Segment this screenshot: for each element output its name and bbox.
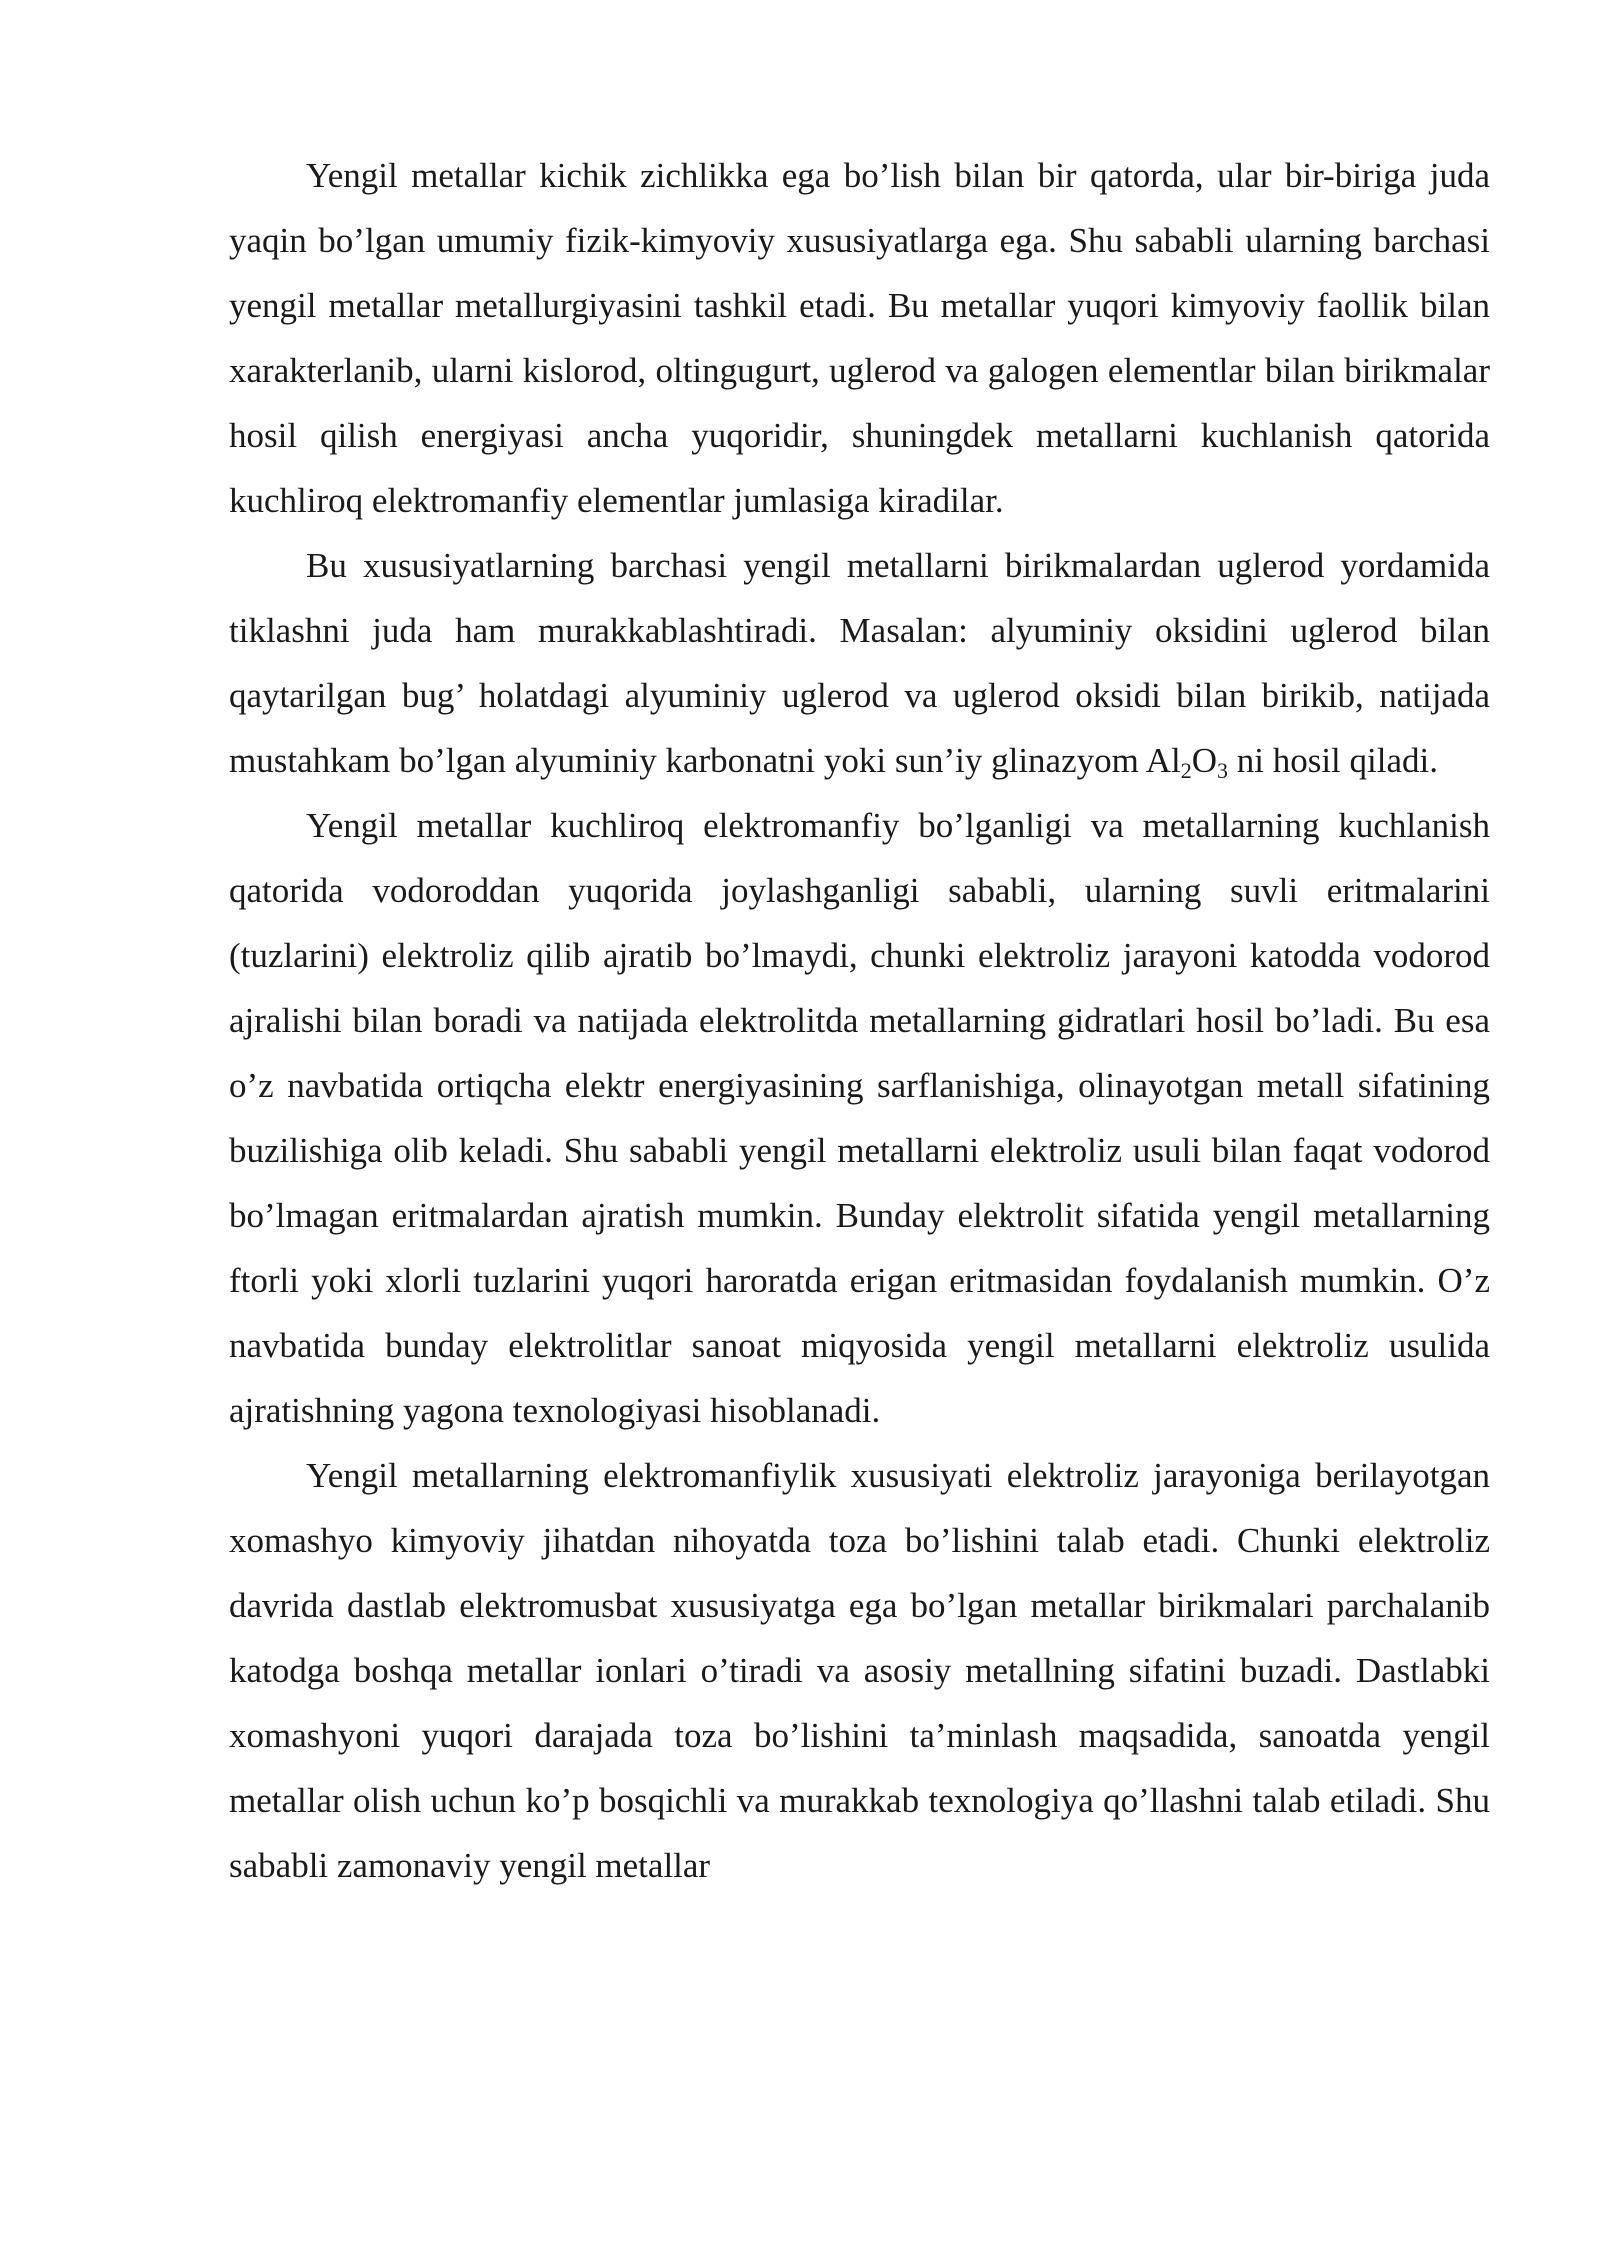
formula-al2o3: [1145, 741, 1228, 783]
paragraph-4: Yengil metallarning elektromanfiylik xususiyati elektroliz jarayoniga berilayotgan xomashyo kimyoviy jihatdan nihoyatda toza bo’lishini talab etadi. Chunki elektroliz davrida dastlab elektromusbat xususiyatga ega bo’lgan metallar birikmalari parchalanib katodga boshqa metallar ionlari o’tiradi va asosiy metallning sifatini buzadi. Dastlabki xomashyoni yuqori darajada toza bo’lishini ta’minlash maqsadida, sanoatda yengil metallar olish uchun ko’p bosqichli va murakkab texnologiya qo’llashni talab etiladi. Shu sababli zamonaviy yengil metallar: [229, 1456, 1490, 1885]
formula-al-subscript: 2: [1180, 758, 1192, 783]
formula-o-subscript: 3: [1216, 758, 1228, 783]
formula-o: O: [1191, 741, 1217, 780]
formula-al: Al: [1145, 741, 1181, 780]
paragraph-2-text: Bu xususiyatlarning barchasi yengil metallarni birikmalardan uglerod yordamida tiklashni juda ham murakkablashtiradi. Masalan: alyuminiy oksidini uglerod bilan qaytarilgan bug’ holatdagi alyuminiy uglerod va uglerod oksidi bilan birikib, natijada mustahkam bo’lgan alyuminiy karbonatni yoki sun’iy glinazyom: [229, 546, 1490, 780]
paragraph-3: Yengil metallar kuchliroq elektromanfiy bo’lganligi va metallarning kuchlanish qatorida vodoroddan yuqorida joylashganligi sababli, ularning suvli eritmalarini (tuzlarini) elektroliz qilib ajratib bo’lmaydi, chunki elektroliz jarayoni katodda vodorod ajralishi bilan boradi va natijada elektrolitda metallarning gidratlari hosil bo’ladi. Bu esa o’z navbatida ortiqcha elektr energiyasining sarflanishiga, olinayotgan metall sifatining buzilishiga olib keladi. Shu sababli yengil metallarni elektroliz usuli bilan faqat vodorod bo’lmagan eritmalardan ajratish mumkin. Bunday elektrolit sifatida yengil metallarning ftorli yoki xlorli tuzlarini yuqori haroratda erigan eritmasidan foydalanish mumkin. O’z navbatida bunday elektrolitlar sanoat miqyosida yengil metallarni elektroliz usulida ajratishning yagona texnologiyasi hisoblanadi.: [229, 806, 1490, 1430]
paragraph-2-tail: ni hosil qiladi.: [1236, 741, 1438, 780]
document-page: [229, 143, 1490, 1898]
paragraph-2: [229, 533, 1490, 793]
paragraph-1: Yengil metallar kichik zichlikka ega bo’lish bilan bir qatorda, ular bir-biriga juda yaqin bo’lgan umumiy fizik-kimyoviy xususiyatlarga ega. Shu sababli ularning barchasi yengil metallar metallurgiyasini tashkil etadi. Bu metallar yuqori kimyoviy faollik bilan xarakterlanib, ularni kislorod, oltingugurt, uglerod va galogen elementlar bilan birikmalar hosil qilish energiyasi ancha yuqoridir, shuningdek metallarni kuchlanish qatorida kuchliroq elektromanfiy elementlar jumlasiga kiradilar.: [229, 156, 1490, 520]
